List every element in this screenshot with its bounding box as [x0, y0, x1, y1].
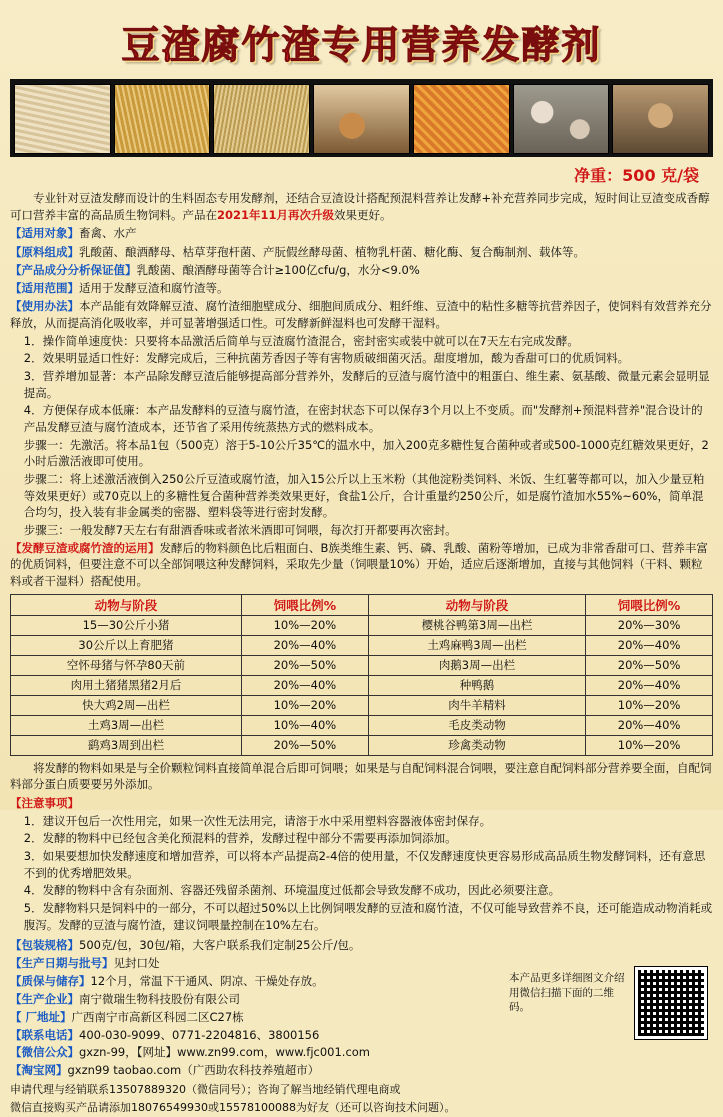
intro-text-before: 专业针对豆渣发酵而设计的生料固态专用发酵剂，还结合豆渣设计搭配预混料营养让发酵+补充营养同步完成，短时间让豆渣变成香醇可口营养丰富的高品质生物饲料。产品在 — [10, 191, 710, 222]
caution-item-4: 4．发酵的物料中含有杂面剂、容器还残留杀菌剂、环境温度过低都会导致发酵不成功，因此必须要注意。 — [23, 883, 561, 898]
cell-rate-2: 20%—50% — [586, 655, 713, 675]
usage-step-3: 3．营养增加显著：本产品除发酵豆渣后能够提高部分营养外，发酵后的豆渣与腐竹渣中的粗蛋白、维生素、氨基酸、微量元素会显明显提高。 — [23, 369, 710, 400]
spec-value-composition: 乳酸菌、酿酒酵母菌等合计≥100亿cfu/g，水分<9.0% — [136, 262, 420, 277]
table-header-rate-1: 饲喂比例% — [242, 594, 369, 615]
cell-animal-1: 快大鸡2周—出栏 — [11, 695, 242, 715]
ferment-notes — [10, 540, 713, 590]
cell-animal-1: 15—30公斤小猪 — [11, 615, 242, 635]
usage-label: 【使用办法】 — [10, 299, 79, 314]
cell-rate-1: 10%—20% — [242, 695, 369, 715]
caution-item-1: 1．建议开包后一次性用完，如果一次性无法用完，请溶于水中采用塑料容器液体密封保存。 — [23, 813, 492, 828]
cell-animal-1: 土鸡3周—出栏 — [11, 715, 242, 735]
table-header-row — [11, 594, 713, 615]
info-value-taobao: gxzn99 taobao.com（广西助农科技养殖超市） — [67, 1063, 320, 1078]
info-row-batch — [10, 955, 713, 973]
caution-item-5: 5．发酵物料只是饲料中的一部分，不可以超过50%以上比例饲喂发酵的豆渣和腐竹渣，不仅可能导致营养不良，还可能造成动物消耗或腹泻。发酵的豆渣与腐竹渣，建议饲喂量控制在10%左右。 — [23, 901, 713, 932]
info-row-wechat — [10, 1044, 713, 1062]
cell-rate-1: 10%—40% — [242, 715, 369, 735]
table-row — [11, 655, 713, 675]
info-row-phone — [10, 1027, 713, 1045]
cell-animal-2: 珍禽类动物 — [368, 735, 585, 755]
spec-label-scope: 【适用范围】 — [10, 281, 79, 296]
intro-highlight: 2021年11月再次升级 — [217, 207, 335, 222]
table-row — [11, 635, 713, 655]
caution-item-2: 2．发酵的物料中已经包含美化预混料的营养，发酵过程中部分不需要再添加饲添加。 — [23, 831, 457, 846]
info-row-package — [10, 937, 713, 955]
cell-animal-1: 鹞鸡3周到出栏 — [11, 735, 242, 755]
info-value-wechat: gxzn-99，【网址】www.zn99.com，www.fjc001.com — [79, 1045, 371, 1060]
qr-code-icon — [635, 967, 707, 1039]
spec-value-scope: 适用于发酵豆渣和腐竹渣等。 — [79, 281, 229, 296]
cell-animal-1: 30公斤以上育肥猪 — [11, 635, 242, 655]
table-row — [11, 735, 713, 755]
feeding-rate-table — [10, 594, 713, 756]
info-value-phone: 400-030-9099、0771-2204816、3800156 — [79, 1027, 320, 1042]
intro-paragraph — [10, 190, 713, 223]
usage-paragraph: 本产品能有效降解豆渣、腐竹渣细胞壁成分、细胞间质成分、粗纤维、豆渣中的粘性多糖等抗营养因子，使饲料有效营养充分释放，从而提高消化吸收率，并可显著增强适口性。可发酵新鲜湿料也可发酵干湿料。 — [10, 299, 712, 331]
info-label-shelf-life: 【质保与储存】 — [10, 974, 91, 989]
after-table-paragraph: 将发酵的物料如果是与全价颗粒饲料直接简单混合后即可饲喂；如果是与自配饲料混合饲喂，要注意自配饲料部分营养要全面，自配饲料部分蛋白质要要另外添加。 — [10, 760, 712, 792]
agent-line-1: 申请代理与经销联系13507889320（微信同号）；咨询了解当地经销代理电商或 — [10, 1082, 401, 1096]
photo-frame-3 — [213, 84, 310, 154]
cell-animal-2: 肉鹅3周—出栏 — [368, 655, 585, 675]
photo-frame-7 — [612, 84, 709, 154]
cautions-label: 【注意事项】 — [10, 796, 79, 811]
photo-frame-2 — [114, 84, 211, 154]
table-row — [11, 615, 713, 635]
photo-frame-6 — [513, 84, 610, 154]
photo-filmstrip — [10, 79, 713, 157]
caution-item-3: 3．如果要想加快发酵速度和增加营养，可以将本产品提高2-4倍的使用量，不仅发酵速度快更容易形成高品质生物发酵饲料，还有意思不到的优秀增肥效果。 — [23, 849, 706, 880]
cell-rate-1: 20%—40% — [242, 635, 369, 655]
cell-rate-1: 20%—40% — [242, 675, 369, 695]
cell-rate-2: 20%—40% — [586, 675, 713, 695]
cell-animal-2: 樱桃谷鸭第3周—出栏 — [368, 615, 585, 635]
table-header-animal-2: 动物与阶段 — [368, 594, 585, 615]
cell-animal-2: 肉牛羊精料 — [368, 695, 585, 715]
cell-animal-2: 土鸡麻鸭3周—出栏 — [368, 635, 585, 655]
info-label-taobao: 【淘宝网】 — [10, 1063, 68, 1078]
spec-label-ingredients: 【原料组成】 — [10, 244, 79, 259]
info-value-address: 广西南宁市高新区科园二区C27栋 — [71, 1009, 244, 1024]
spec-label-composition: 【产品成分分析保证值】 — [10, 262, 137, 277]
title-banner — [10, 6, 713, 73]
spec-row-composition — [10, 262, 713, 279]
cell-rate-1: 20%—50% — [242, 655, 369, 675]
usage-step-4: 4．方便保存成本低廉：本产品发酵料的豆渣与腐竹渣，在密封状态下可以保存3个月以上不变质。而"发酵剂+预混料营养"混合设计的产品发酵豆渣与腐竹渣成本，还节省了采用传统蒸热方式的燃料成本。 — [23, 403, 703, 435]
info-label-batch: 【生产日期与批号】 — [10, 956, 114, 971]
cell-rate-2: 20%—40% — [586, 635, 713, 655]
info-label-phone: 【联系电话】 — [10, 1027, 79, 1042]
table-header-animal-1: 动物与阶段 — [11, 594, 242, 615]
ferment-notes-label: 【发酵豆渣或腐竹渣的运用】 — [10, 540, 160, 555]
table-row — [11, 695, 713, 715]
info-label-manufacturer: 【生产企业】 — [10, 991, 79, 1006]
usage-step-1: 1．操作简单速度快：只要将本品激活后简单与豆渣腐竹渣混合，密封密实或装中就可以在7天左右完成发酵。 — [23, 333, 579, 348]
procedure-step-two: 步骤二：将上述激活液倒入250公斤豆渣或腐竹渣，加入15公斤以上玉米粉（其他淀粉类饲料、米饭、生红薯等都可以，加入少量豆粕等效果更好）或70克以上的多糖性复合菌种营养类效果更好，食盐1公斤，合计重量约250公斤，如是腐竹渣加水55%~60%，简单混合均匀，投入装有非金属类的密器、塑料袋等进行密封发酵。 — [23, 472, 705, 520]
qr-code-box — [635, 967, 707, 1039]
spec-value-ingredients: 乳酸菌、酿酒酵母、枯草芽孢杆菌、产朊假丝酵母菌、植物乳杆菌、糖化酶、复合酶制剂、载体等。 — [79, 244, 585, 259]
info-value-shelf-life: 12个月，常温下干通风、阴凉、干燥处存放。 — [90, 974, 324, 989]
agent-line-2: 微信直接购买产品请添加18076549930或15578100088为好友（还可以咨询技术问题）。 — [10, 1101, 456, 1115]
cautions-section — [10, 795, 713, 812]
cell-animal-2: 毛皮类动物 — [368, 715, 585, 735]
cell-rate-2: 20%—40% — [586, 715, 713, 735]
ferment-notes-text: 发酵后的物料颜色比后粗面白、B族类维生素、钙、磷、乳酸、菌粉等增加，已成为非常香甜可口、营养丰富的优质饲料，但要注意不可以全部饲喂这种发酵饲料，采取先少量（饲喂量10%）开始，适应后逐渐增加，直接与其他饲料（干料、颗粒料或者干湿料）搭配使用。 — [10, 540, 708, 589]
spec-row-scope — [10, 280, 713, 297]
cell-rate-2: 20%—30% — [586, 615, 713, 635]
spec-row-target — [10, 225, 713, 242]
info-label-package: 【包装规格】 — [10, 938, 79, 953]
info-label-wechat: 【微信公众】 — [10, 1045, 79, 1060]
spec-value-target: 畜禽、水产 — [79, 226, 137, 241]
spec-label-target: 【适用对象】 — [10, 226, 79, 241]
page-title: 豆渣腐竹渣专用营养发酵剂 — [121, 23, 602, 67]
photo-frame-1 — [14, 84, 111, 154]
info-label-address: 【 厂地址】 — [10, 1009, 72, 1024]
cell-rate-1: 20%—50% — [242, 735, 369, 755]
cell-animal-1: 空怀母猪与怀孕80天前 — [11, 655, 242, 675]
cell-rate-1: 10%—20% — [242, 615, 369, 635]
photo-frame-4 — [313, 84, 410, 154]
procedure-step-one: 步骤一：先激活。将本品1包（500克）溶于5-10公斤35℃的温水中，加入200克多糖性复合菌种或者或500-1000克红糖效果更好，2小时后激活液即可使用。 — [23, 437, 709, 469]
procedure-step-three: 步骤三：一般发酵7天左右有甜酒香味或者浓米酒即可饲喂，每次打开都要再次密封。 — [23, 523, 457, 538]
spec-row-ingredients — [10, 244, 713, 261]
usage-step-2: 2．效果明显适口性好：发酵完成后，三种抗菌芳香因子等有害物质破细菌灭活。甜度增加，酸为香甜可口的优质饲料。 — [23, 351, 630, 366]
info-value-package: 500克/包，30包/箱，大客户联系我们定制25公斤/包。 — [79, 938, 361, 953]
cell-rate-2: 10%—20% — [586, 735, 713, 755]
info-value-batch: 见封口处 — [113, 956, 160, 971]
cell-animal-1: 肉用土猪猪黑猪2月后 — [11, 675, 242, 695]
info-row-taobao — [10, 1062, 713, 1080]
cell-rate-2: 10%—20% — [586, 695, 713, 715]
net-weight: 净重：500 克/袋 — [574, 166, 699, 185]
usage-section — [10, 298, 713, 331]
table-row — [11, 675, 713, 695]
table-row — [11, 715, 713, 735]
bottom-info-block — [10, 937, 713, 1080]
qr-note-text: 本产品更多详细图文介绍 用微信扫描下面的二维码。 — [509, 972, 625, 1013]
info-value-manufacturer: 南宁微瑞生物科技股份有限公司 — [79, 991, 240, 1006]
photo-frame-5 — [413, 84, 510, 154]
table-header-rate-2: 饲喂比例% — [586, 594, 713, 615]
intro-text-after: 效果更好。 — [334, 207, 392, 222]
cell-animal-2: 种鸭鹅 — [368, 675, 585, 695]
